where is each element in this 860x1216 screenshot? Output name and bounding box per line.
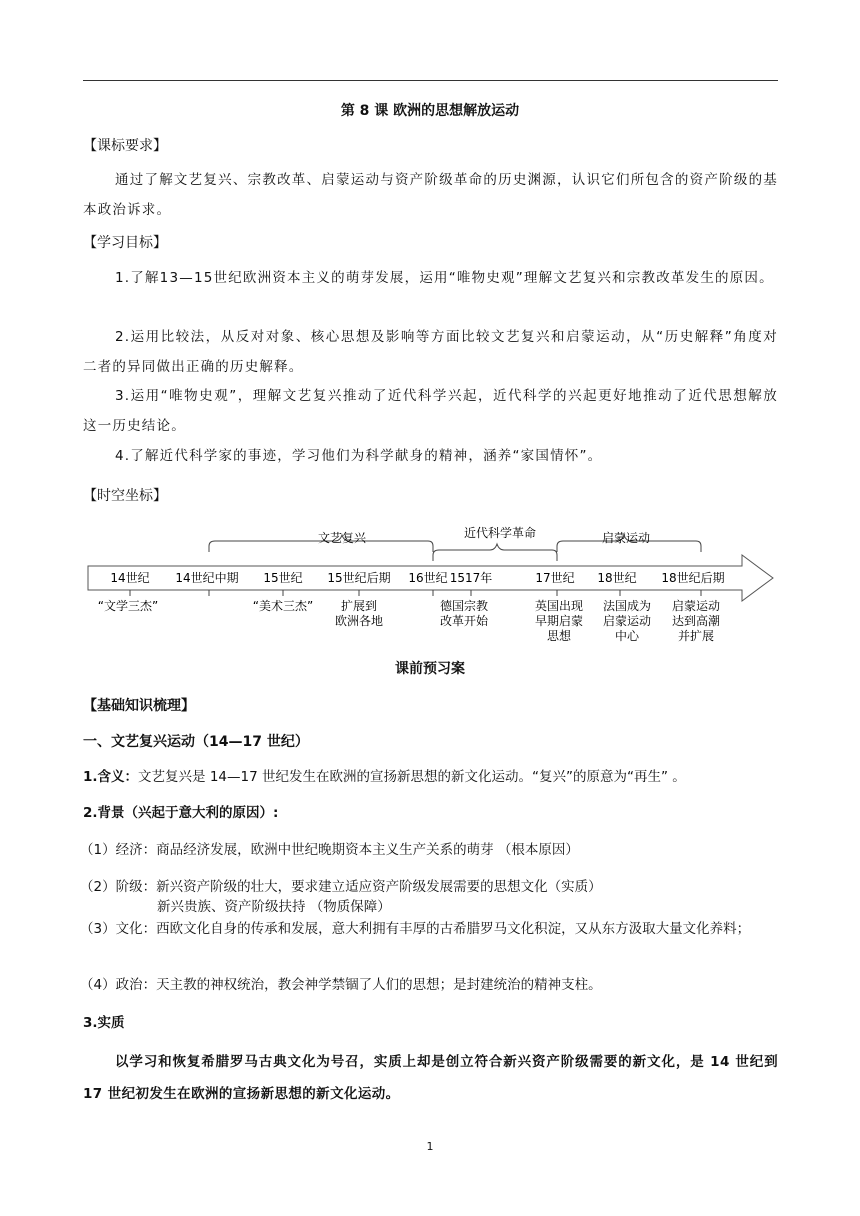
event-label: 中心 (614, 629, 640, 643)
section-heading: 一、文艺复兴运动（14—17 世纪） (83, 734, 309, 750)
background-item: （3）文化：西欧文化自身的传承和发展，意大利拥有丰厚的古希腊罗马文化积淀，又从东方汲取大量文化养料； (80, 921, 751, 937)
event-label: 达到高潮 (671, 614, 721, 628)
brace-label: 启蒙运动 (601, 531, 651, 545)
background-heading: 2.背景（兴起于意大利的原因）: (83, 805, 279, 821)
goal-item: 1.了解13—15世纪欧洲资本主义的萌芽发展，运用“唯物史观”理解文艺复兴和宗教改革发生的原因。 (115, 270, 774, 286)
event-label: 扩展到 (340, 599, 378, 613)
definition-label: 1.含义： (83, 769, 139, 785)
event-label: 英国出现 (534, 599, 584, 613)
tick-label: 18世纪后期 (661, 571, 725, 585)
event-label: 欧洲各地 (334, 614, 384, 628)
background-item: （4）政治：天主教的神权统治，教会神学禁锢了人们的思想；是封建统治的精神支柱。 (80, 977, 602, 993)
goal-item: 3.运用“唯物史观”，理解文艺复兴推动了近代科学兴起，近代科学的兴起更好地推动了近代思想解放这一历史结论。 (83, 388, 778, 434)
event-label: 启蒙运动 (671, 599, 721, 613)
tick-label: 16世纪 (408, 571, 448, 585)
page-number: 1 (426, 1140, 434, 1153)
standards-heading: 【课标要求】 (83, 138, 167, 154)
preview-title: 课前预习案 (395, 661, 465, 677)
brace-label: 近代科学革命 (463, 526, 537, 540)
background-item: （1）经济：商品经济发展，欧洲中世纪晚期资本主义生产关系的萌芽 （根本原因） (80, 842, 579, 858)
header-rule (83, 80, 778, 81)
event-label: 法国成为 (602, 599, 652, 613)
goals-heading: 【学习目标】 (83, 235, 167, 251)
tick-label: 14世纪 (110, 571, 150, 585)
brace-label: 文艺复兴 (317, 531, 367, 545)
tick-label: 17世纪 (535, 571, 575, 585)
event-label: 思想 (546, 629, 572, 643)
event-label: 并扩展 (677, 629, 715, 643)
tick-label: 15世纪后期 (327, 571, 391, 585)
tick-label: 18世纪 (597, 571, 637, 585)
brace-science (433, 544, 557, 561)
goal-item: 2.运用比较法，从反对对象、核心思想及影响等方面比较文艺复兴和启蒙运动，从“历史解释”角度对二者的异同做出正确的历史解释。 (83, 329, 778, 375)
definition-text: 文艺复兴是 14—17 世纪发生在欧洲的宣扬新思想的新文化运动。“复兴”的原意为“再生” 。 (138, 769, 686, 785)
event-label: 早期启蒙 (534, 614, 584, 628)
background-item: 新兴贵族、资产阶级扶持 （物质保障） (157, 899, 391, 915)
tick-label: 14世纪中期 (175, 571, 239, 585)
tick-label: 1517年 (449, 571, 493, 585)
event-label: 启蒙运动 (602, 614, 652, 628)
background-item: （2）阶级：新兴资产阶级的壮大，要求建立适应资产阶级发展需要的思想文化（实质） (80, 879, 602, 895)
essence-text: 以学习和恢复希腊罗马古典文化为号召，实质上却是创立符合新兴资产阶级需要的新文化，是 14 世纪到 17 世纪初发生在欧洲的宣扬新思想的新文化运动。 (83, 1054, 778, 1102)
timeline-diagram (0, 515, 860, 655)
standards-text: 通过了解文艺复兴、宗教改革、启蒙运动与资产阶级革命的历史渊源，认识它们所包含的资产阶级的基本政治诉求。 (83, 172, 778, 218)
goal-item: 4.了解近代科学家的事迹，学习他们为科学献身的精神，涵养“家国情怀”。 (115, 448, 603, 464)
tick-label: 15世纪 (263, 571, 303, 585)
lesson-title: 第 8 课 欧洲的思想解放运动 (340, 103, 520, 119)
basics-heading: 【基础知识梳理】 (83, 698, 195, 714)
definition-line (83, 767, 783, 788)
essence-heading: 3.实质 (83, 1015, 125, 1031)
event-label: “文学三杰” (97, 599, 159, 613)
timeline-heading: 【时空坐标】 (83, 488, 167, 504)
event-label: “美术三杰” (252, 599, 314, 613)
event-label: 改革开始 (439, 614, 489, 628)
event-label: 德国宗教 (439, 599, 489, 613)
